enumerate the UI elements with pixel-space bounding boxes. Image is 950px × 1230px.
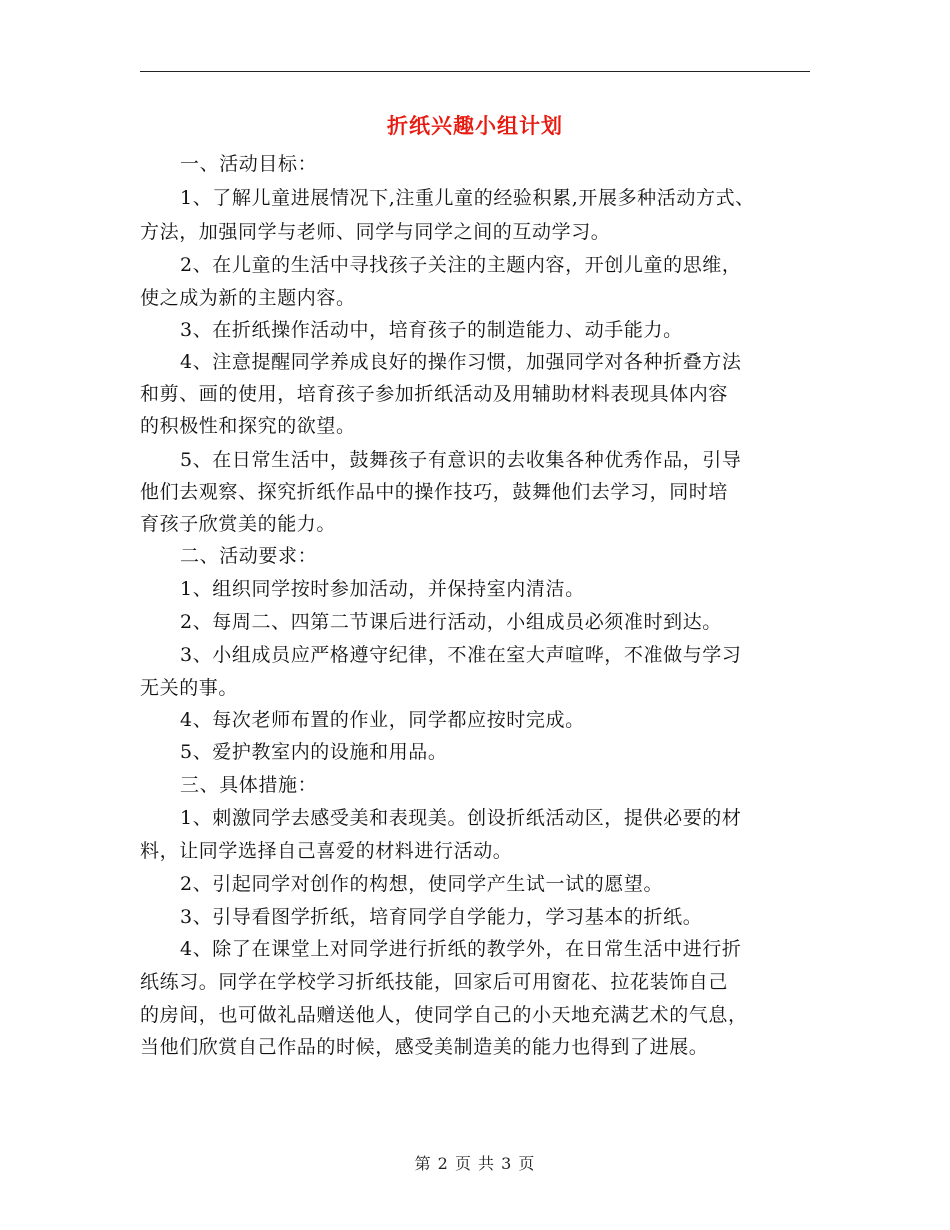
paragraph-line: 3、在折纸操作活动中，培育孩子的制造能力、动手能力。: [180, 319, 683, 341]
paragraph-line: 2、引起同学对创作的构想，使同学产生试一试的愿望。: [180, 873, 664, 895]
paragraph-line: 1、了解儿童进展情况下,注重儿童的经验积累,开展多种活动方式、: [180, 187, 755, 209]
paragraph-line: 1、组织同学按时参加活动，并保持室内清洁。: [180, 578, 585, 600]
paragraph-line: 4、注意提醒同学养成良好的操作习惯，加强同学对各种折叠方法: [180, 351, 742, 373]
paragraph-line: 料，让同学选择自己喜爱的材料进行活动。: [140, 840, 513, 862]
paragraph-line: 纸练习。同学在学校学习折纸技能，回家后可用窗花、拉花装饰自己: [140, 971, 729, 993]
paragraph-line: 4、每次老师布置的作业，同学都应按时完成。: [180, 709, 585, 731]
header-rule: [140, 71, 810, 72]
document-title: 折纸兴趣小组计划: [387, 113, 563, 138]
paragraph-line: 无关的事。: [140, 677, 239, 699]
paragraph-line: 方法，加强同学与老师、同学与同学之间的互动学习。: [140, 221, 611, 243]
paragraph-line: 他们去观察、探究折纸作品中的操作技巧，鼓舞他们去学习，同时培: [140, 481, 729, 503]
paragraph-line: 5、在日常生活中，鼓舞孩子有意识的去收集各种优秀作品，引导: [180, 449, 742, 471]
paragraph-line: 育孩子欣赏美的能力。: [140, 513, 337, 535]
paragraph-line: 的积极性和探究的欲望。: [140, 415, 356, 437]
paragraph-line: 4、除了在课堂上对同学进行折纸的教学外，在日常生活中进行折: [180, 938, 742, 960]
section-heading-measures: 三、具体措施：: [180, 774, 318, 796]
paragraph-line: 和剪、画的使用，培育孩子参加折纸活动及用辅助材料表现具体内容: [140, 383, 729, 405]
paragraph-line: 1、刺激同学去感受美和表现美。创设折纸活动区，提供必要的材: [180, 807, 742, 829]
paragraph-line: 2、每周二、四第二节课后进行活动，小组成员必须准时到达。: [180, 611, 722, 633]
paragraph-line: 3、引导看图学折纸，培育同学自学能力，学习基本的折纸。: [180, 906, 703, 928]
paragraph-line: 2、在儿童的生活中寻找孩子关注的主题内容，开创儿童的思维，: [180, 254, 742, 276]
paragraph-line: 使之成为新的主题内容。: [140, 287, 356, 309]
paragraph-line: 的房间，也可做礼品赠送他人，使同学自己的小天地充满艺术的气息，: [140, 1004, 748, 1026]
paragraph-line: 5、爱护教室内的设施和用品。: [180, 741, 448, 763]
paragraph-line: 当他们欣赏自己作品的时候，感受美制造美的能力也得到了进展。: [140, 1036, 709, 1058]
page-number: 第 2 页 共 3 页: [414, 1154, 536, 1173]
section-heading-goals: 一、活动目标：: [180, 153, 318, 175]
paragraph-line: 3、小组成员应严格遵守纪律，不准在室大声喧哗，不准做与学习: [180, 644, 742, 666]
section-heading-requirements: 二、活动要求：: [180, 545, 318, 567]
